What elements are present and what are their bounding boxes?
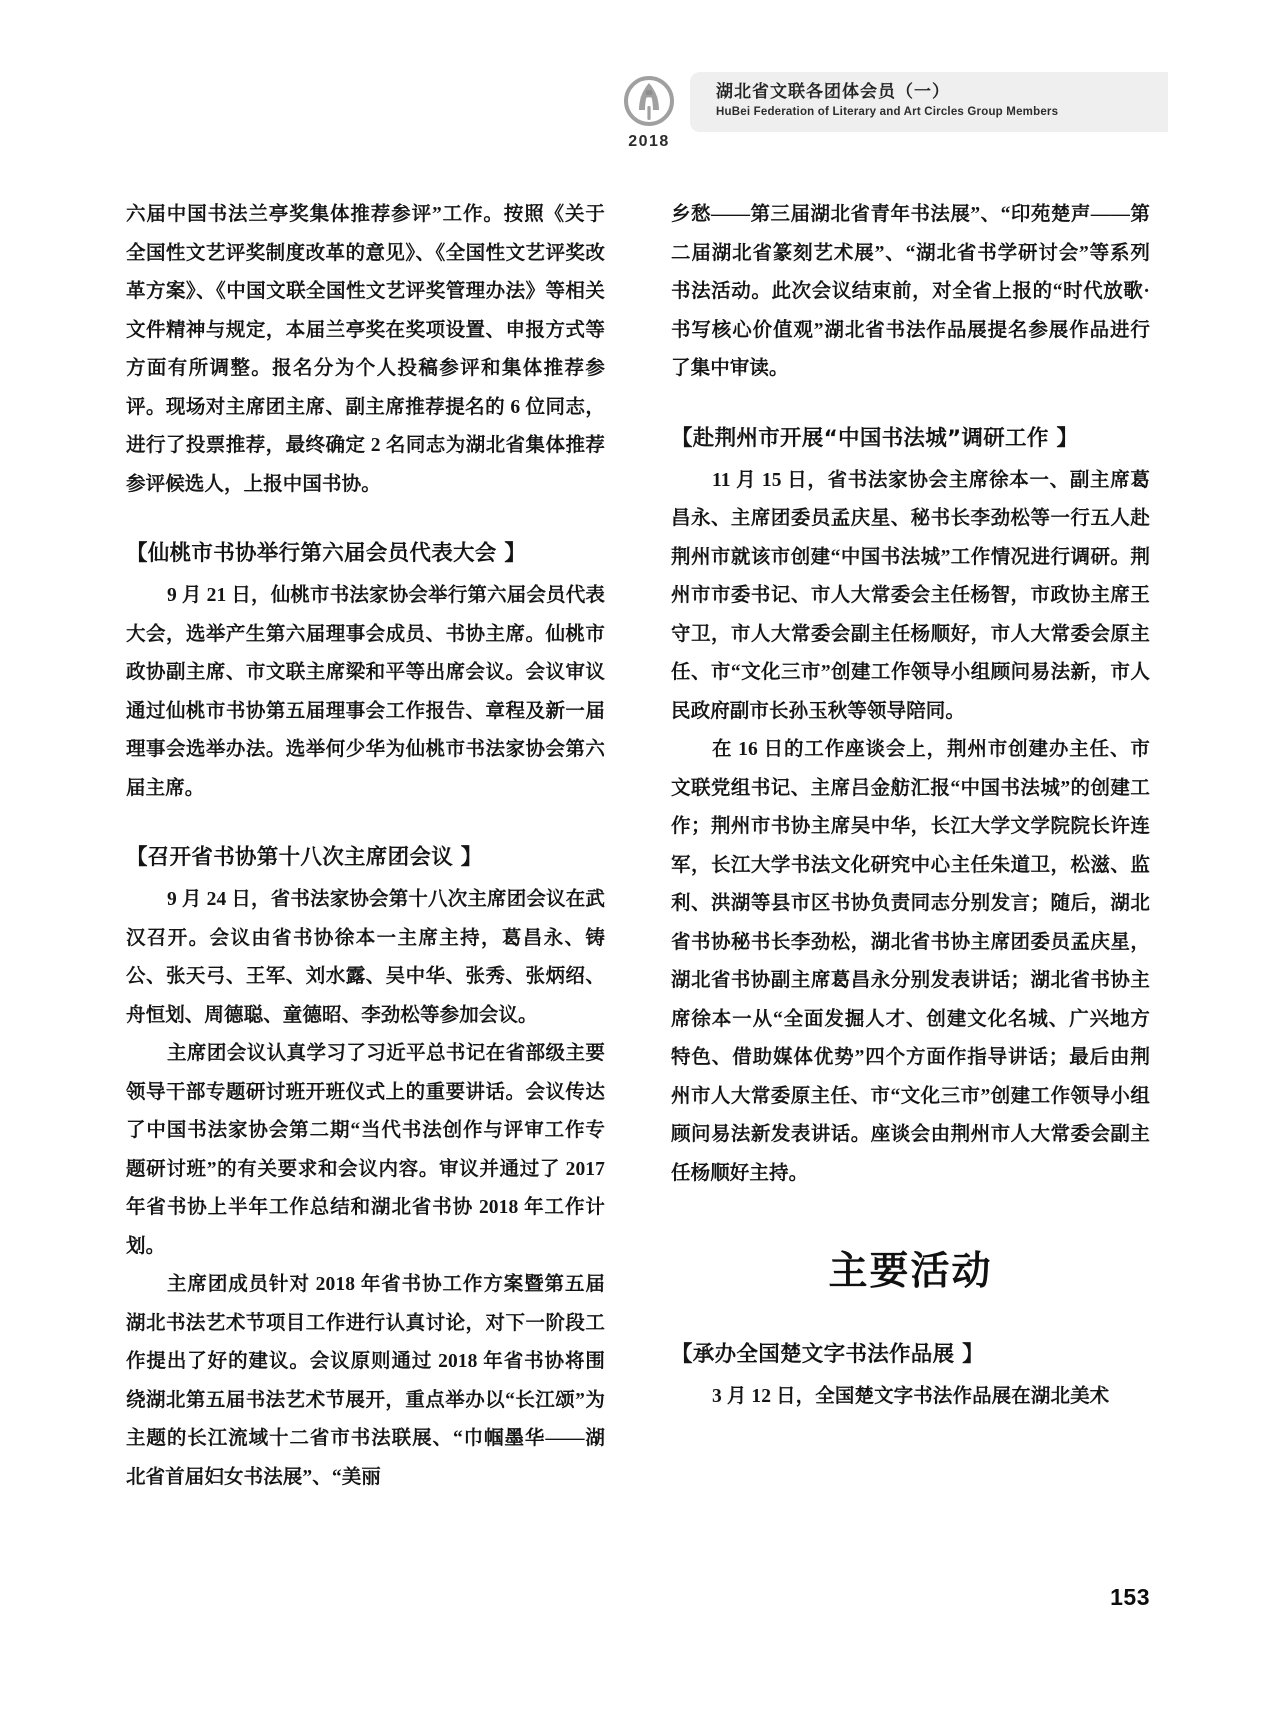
spacer [671, 1296, 1150, 1338]
spacer [671, 389, 1150, 422]
left-column [126, 196, 605, 1486]
hubei-federation-emblem-icon [619, 72, 679, 132]
spacer [126, 504, 605, 537]
paragraph-chu-script-exhibition: 3 月 12 日，全国楚文字书法作品展在湖北美术 [712, 1385, 1110, 1407]
paragraph-continued-left: 六届中国书法兰亭奖集体推荐参评”工作。按照《关于全国性文艺评奖制度改革的意见》、《全国性文艺评奖改革方案》、《中国文联全国性文艺评奖管理办法》等相关文件精神与规定，本届兰亭奖在奖项设置、申报方式等方面有所调整。报名分为个人投稿参评和集体推荐参评。现场对主席团主席、副主席推荐提名的 6 位同志，进行了投票推荐，最终确定 2 名同志为湖北省集体推荐参评候选人，上报中国书协。 [126, 204, 605, 495]
heading-chu-script-exhibition: 【承办全国楚文字书法作品展 】 [671, 1341, 984, 1367]
right-column [671, 196, 1150, 1486]
paragraph-xiantao-congress: 9 月 21 日，仙桃市书法家协会举行第六届会员代表大会，选举产生第六届理事会成员、书协主席。仙桃市政协副主席、市文联主席梁和平等出席会议。会议审议通过仙桃市书协第五届理事会工作报告、章程及新一届理事会选举办法。选举何少华为仙桃市书法家协会第六届主席。 [126, 585, 605, 799]
paragraph-jingzhou-delegation: 11 月 15 日，省书法家协会主席徐本一、副主席葛昌永、主席团委员孟庆星、秘书长李劲松等一行五人赴荆州市就该市创建“中国书法城”工作情况进行调研。荆州市市委书记、市人大常委会主任杨智，市政协主席王守卫，市人大常委会副主任杨顺好，市人大常委会原主任、市“文化三市”创建工作领导小组顾问易法新，市人民政府副市长孙玉秋等领导陪同。 [671, 469, 1150, 722]
heading-18th-presidium-meeting: 【召开省书协第十八次主席团会议 】 [126, 845, 483, 870]
heading-xiantao-congress: 【仙桃市书协举行第六届会员代表大会 】 [126, 541, 527, 566]
page-running-header [612, 72, 1168, 150]
paragraph-presidium-study: 主席团会议认真学习了习近平总书记在省部级主要领导干部专题研讨班开班仪式上的重要讲话。会议传达了中国书法家协会第二期“当代书法创作与评审工作专题研讨班”的有关要求和会议内容。审议并通过了 2017 年省书协上半年工作总结和湖北省书协 2018 年工作计划。 [126, 1043, 605, 1257]
header-title-cn: 湖北省文联各团体会员（一） [716, 82, 950, 101]
spacer [671, 1193, 1150, 1249]
paragraph-presidium-attendees: 9 月 24 日，省书法家协会第十八次主席团会议在武汉召开。会议由省书协徐本一主席主持，葛昌永、铸公、张天弓、王军、刘水露、吴中华、张秀、张炳绍、舟恒划、周德聪、童德昭、李劲松等参加会议。 [126, 889, 605, 1026]
paragraph-jingzhou-symposium: 在 16 日的工作座谈会上，荆州市创建办主任、市文联党组书记、主席吕金舫汇报“中国书法城”的创建工作；荆州市书协主席吴中华，长江大学文学院院长许连军，长江大学书法文化研究中心主任朱道卫，松滋、监利、洪湖等县市区书协负责同志分别发言；随后，湖北省书协秘书长李劲松，湖北省书协主席团委员孟庆星，湖北省书协副主席葛昌永分别发表讲话；湖北省书协主席徐本一从“全面发掘人才、创建文化名城、广兴地方特色、借助媒体优势”四个方面作指导讲话；最后由荆州市人大常委原主任、市“文化三市”创建工作领导小组顾问易法新发表讲话。座谈会由荆州市人大常委会副主任杨顺好主持。 [671, 739, 1150, 1184]
header-title-en: HuBei Federation of Literary and Art Circles Group Members [716, 106, 1059, 119]
paragraph-presidium-plan: 主席团成员针对 2018 年省书协工作方案暨第五届湖北书法艺术节项目工作进行认真讨论，对下一阶段工作提出了好的建议。会议原则通过 2018 年省书协将围绕湖北第五届书法艺术节展开，重点举办以“长江颂”为主题的长江流域十二省市书法联展、“巾帼墨华——湖北省首届妇女书法展”、“美丽 [126, 1274, 605, 1488]
spacer [126, 808, 605, 841]
emblem-year-label: 2018 [628, 133, 670, 150]
emblem-block [612, 72, 686, 154]
heading-jingzhou-research: 【赴荆州市开展“中国书法城”调研工作 】 [671, 425, 1079, 451]
page-number: 153 [1110, 1584, 1150, 1610]
major-heading-main-activities: 主要活动 [828, 1249, 993, 1294]
body-columns [126, 196, 1150, 1486]
header-title-plate [690, 72, 1168, 132]
paragraph-continued-right: 乡愁——第三届湖北省青年书法展”、“印苑楚声——第二届湖北省篆刻艺术展”、“湖北省书学研讨会”等系列书法活动。此次会议结束前，对全省上报的“时代放歌·书写核心价值观”湖北省书法作品展提名参展作品进行了集中审读。 [671, 204, 1150, 379]
